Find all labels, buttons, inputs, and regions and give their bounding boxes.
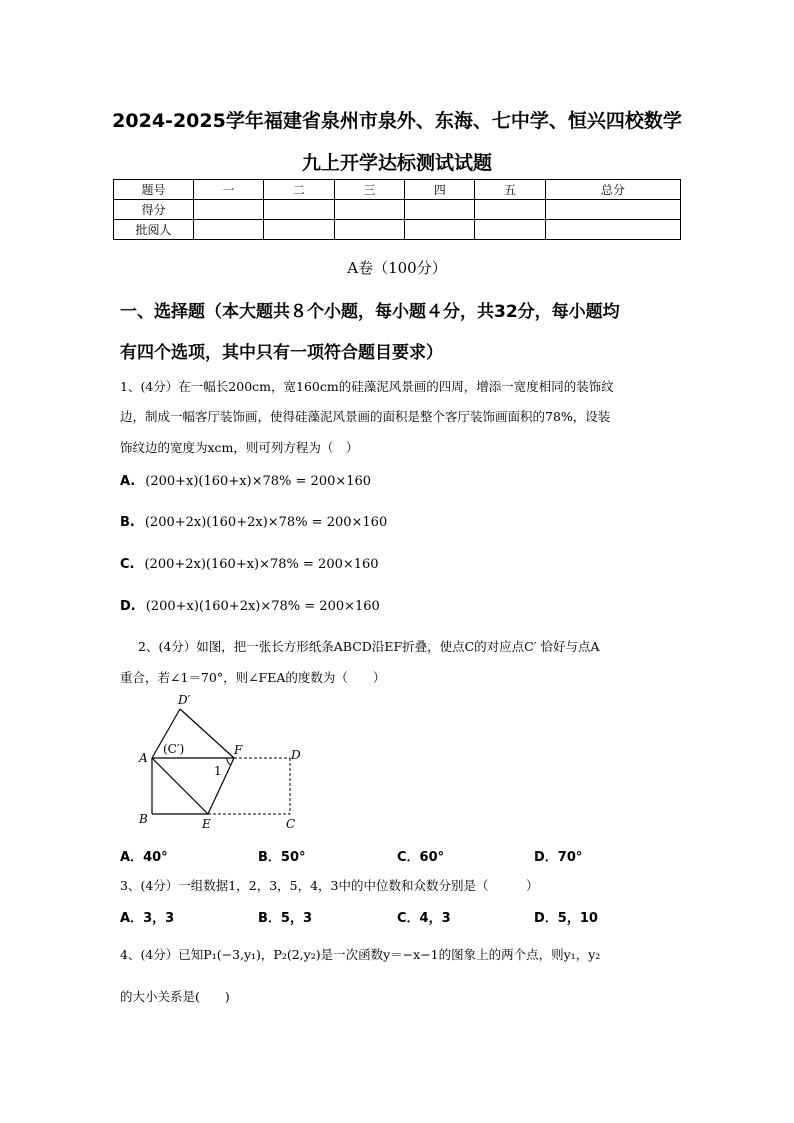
score-cell <box>545 200 680 220</box>
q1-text-line2: 边，制成一幅客厅装饰画，使得硅藻泥风景画的面积是整个客厅装饰画面积的78%，设装 <box>120 409 611 424</box>
option-text: 3，3 <box>143 911 175 926</box>
option-text: 70° <box>557 850 583 865</box>
q2-figure <box>130 690 320 835</box>
label-d-prime: D′ <box>178 693 191 707</box>
option-label: C． <box>397 911 420 926</box>
q2-text-line2: 重合，若∠1＝70°，则∠FEA的度数为（ ） <box>120 670 386 685</box>
option-label: B． <box>258 911 281 926</box>
doc-title-line2: 九上开学达标测试试题 <box>301 152 492 174</box>
option-text: (200+x)(160+2x)×78% = 200×160 <box>145 599 380 614</box>
option-text: 60° <box>419 850 445 865</box>
label-b: B <box>139 812 148 826</box>
option-text: 50° <box>280 850 306 865</box>
score-row-label: 得分 <box>114 200 194 220</box>
label-e: E <box>202 817 211 831</box>
label-f: F <box>234 743 243 757</box>
q3-option-c[interactable] <box>397 907 451 926</box>
reviewer-cell <box>334 220 404 240</box>
option-text: 4，3 <box>419 911 451 926</box>
q3-option-b[interactable] <box>258 907 312 926</box>
label-c-prime: (C′) <box>163 742 185 756</box>
q3-text-line1: 3、(4分）一组数据1，2，3，5，4，3中的中位数和众数分别是（ ） <box>120 878 539 893</box>
option-label: B． <box>258 850 281 865</box>
option-label: A. <box>120 474 136 489</box>
option-text: 5，10 <box>557 911 598 926</box>
segment-ae <box>152 758 208 814</box>
segment-dpf <box>180 709 234 758</box>
q4-text-line1: 4、(4分）已知P₁(−3,y₁)，P₂(2,y₂)是一次函数y＝−x−1的图象上的两个点，则y₁，y₂ <box>120 947 601 962</box>
reviewer-cell <box>545 220 680 240</box>
score-cell <box>334 200 404 220</box>
reviewer-cell <box>264 220 334 240</box>
option-text: (200+x)(160+x)×78% = 200×160 <box>145 474 372 489</box>
header-cell-1: 一 <box>194 180 264 200</box>
option-text: (200+2x)(160+x)×78% = 200×160 <box>144 557 379 572</box>
q1-text-line1: 1、(4分）在一幅长200cm，宽160cm的硅藻泥风景画的四周，增添一宽度相同的装饰纹 <box>120 379 614 394</box>
score-cell <box>475 200 545 220</box>
option-text: (200+2x)(160+2x)×78% = 200×160 <box>144 515 388 530</box>
option-label: C. <box>120 557 135 572</box>
label-angle-1: 1 <box>214 764 222 778</box>
reviewer-cell <box>194 220 264 240</box>
q2-option-d[interactable] <box>534 846 582 865</box>
option-label: D. <box>120 599 136 614</box>
q3-option-d[interactable] <box>534 907 598 926</box>
q1-option-d[interactable] <box>120 599 380 614</box>
q3-option-a[interactable] <box>120 907 174 926</box>
option-text: 40° <box>143 850 168 865</box>
header-cell-label: 题号 <box>114 180 194 200</box>
reviewer-row-label: 批阅人 <box>114 220 194 240</box>
option-text: 5，3 <box>280 911 313 926</box>
header-cell-total: 总分 <box>545 180 680 200</box>
header-cell-5: 五 <box>475 180 545 200</box>
reviewer-cell <box>405 220 475 240</box>
header-cell-2: 二 <box>264 180 334 200</box>
score-row <box>114 200 681 220</box>
option-label: D． <box>534 850 558 865</box>
label-c: C <box>286 817 296 831</box>
reviewer-row <box>114 220 681 240</box>
section-title: A卷（100分） <box>347 259 447 277</box>
score-table-header-row <box>114 180 681 200</box>
doc-title-line1: 2024-2025学年福建省泉州市泉外、东海、七中学、恒兴四校数学 <box>112 110 682 132</box>
q4-text-line2: 的大小关系是( ) <box>120 989 230 1004</box>
score-table <box>113 179 681 240</box>
score-cell <box>264 200 334 220</box>
q2-text-line1: 2、(4分）如图，把一张长方形纸条ABCD沿EF折叠，使点C的对应点C′ 恰好与点A <box>138 639 600 654</box>
part1-heading-line2: 有四个选项，其中只有一项符合题目要求） <box>120 343 443 363</box>
q1-option-a[interactable] <box>120 474 371 489</box>
q2-option-c[interactable] <box>397 846 444 865</box>
angle-1-arc <box>227 758 231 765</box>
part1-heading-line1: 一、选择题（本大题共８个小题，每小题４分，共32分，每小题均 <box>120 302 620 322</box>
q1-text-line3: 饰纹边的宽度为xcm，则可列方程为（ ） <box>120 440 359 455</box>
reviewer-cell <box>475 220 545 240</box>
q1-option-b[interactable] <box>120 515 387 530</box>
q2-option-b[interactable] <box>258 846 306 865</box>
option-label: C． <box>397 850 420 865</box>
label-a: A <box>139 751 148 765</box>
q2-option-a[interactable] <box>120 846 168 865</box>
option-label: A． <box>120 911 144 926</box>
score-cell <box>405 200 475 220</box>
label-d: D <box>291 748 301 762</box>
option-label: B. <box>120 515 135 530</box>
score-cell <box>194 200 264 220</box>
header-cell-4: 四 <box>405 180 475 200</box>
option-label: D． <box>534 911 558 926</box>
option-label: A． <box>120 850 144 865</box>
header-cell-3: 三 <box>334 180 404 200</box>
q1-option-c[interactable] <box>120 557 379 572</box>
